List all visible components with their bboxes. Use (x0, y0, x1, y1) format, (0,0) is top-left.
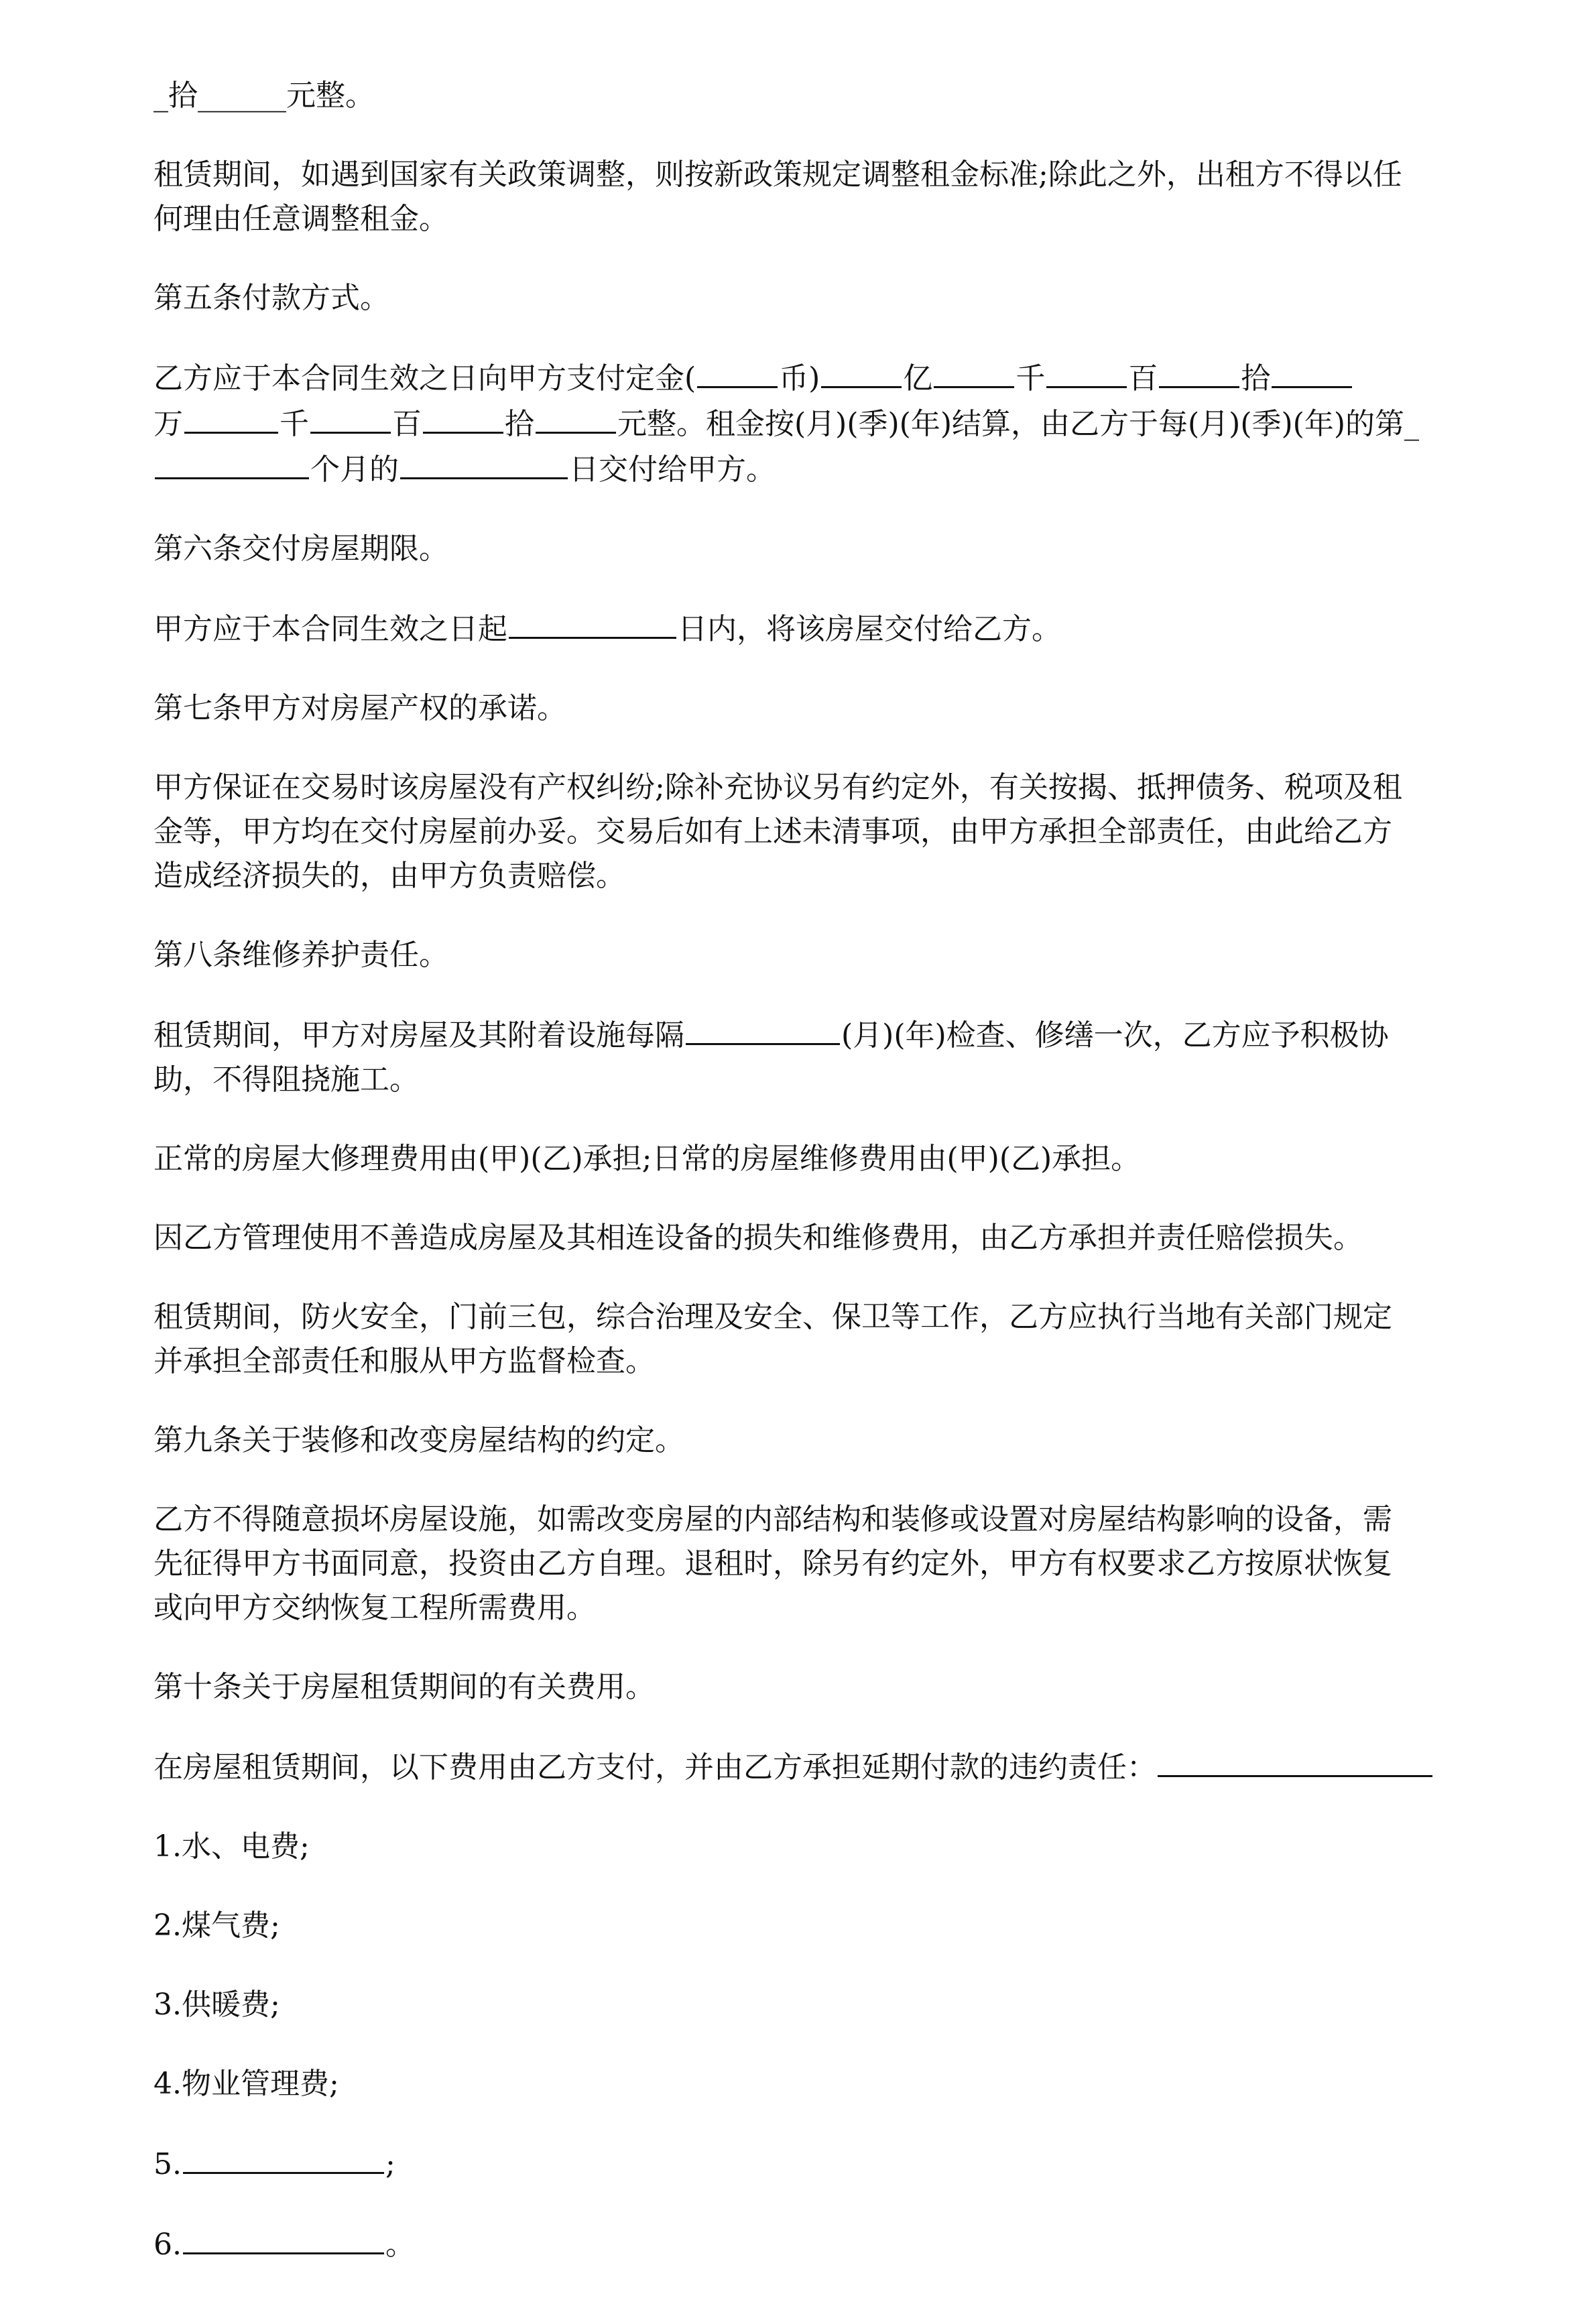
paragraph-payment-method (154, 355, 1521, 492)
text-line: 第八条维修养护责任。 (154, 938, 448, 972)
article-5-heading (154, 276, 1521, 320)
fill-blank[interactable] (1272, 355, 1352, 388)
text-segment: 百 (392, 407, 422, 441)
paragraph-fees-intro (154, 1744, 1521, 1790)
article-10-heading (154, 1665, 1521, 1709)
text-line: 第十条关于房屋租赁期间的有关费用。 (154, 1670, 655, 1704)
text-line: 第六条交付房屋期限。 (154, 532, 448, 566)
text-segment: 日交付给甲方。 (569, 452, 776, 487)
text-line: 租赁期间，如遇到国家有关政策调整，则按新政策规定调整租金标准;除此之外，出租方不得以任 (154, 158, 1402, 192)
text-segment: 乙方应于本合同生效之日向甲方支付定金( (154, 361, 696, 396)
fill-blank[interactable] (934, 355, 1014, 388)
text-line: 第七条甲方对房屋产权的承诺。 (154, 691, 566, 725)
fill-blank[interactable] (1158, 1744, 1432, 1777)
fill-blank[interactable] (310, 401, 391, 434)
paragraph-damage-liability (154, 1216, 1521, 1260)
fill-blank[interactable] (509, 606, 676, 639)
paragraph-delivery-period (154, 606, 1521, 652)
text-line: 租赁期间，防火安全，门前三包，综合治理及安全、保卫等工作，乙方应执行当地有关部门规定 (154, 1300, 1392, 1334)
paragraph-amount-tail (154, 74, 1521, 118)
fill-blank[interactable] (697, 355, 778, 388)
fill-blank[interactable] (536, 401, 616, 434)
text-segment: 。 (385, 2228, 415, 2262)
fill-blank[interactable] (400, 446, 568, 479)
text-segment: 租赁期间，甲方对房屋及其附着设施每隔 (154, 1018, 684, 1052)
text-segment: 在房屋租赁期间，以下费用由乙方支付，并由乙方承担延期付款的违约责任： (154, 1750, 1156, 1784)
text-segment: 甲方应于本合同生效之日起 (154, 612, 507, 646)
article-9-heading (154, 1418, 1521, 1463)
fill-blank[interactable] (183, 2222, 384, 2254)
paragraph-maintenance (154, 1012, 1521, 1102)
text-segment: 日内，将该房屋交付给乙方。 (678, 612, 1061, 646)
paragraph-rent-adjustment (154, 153, 1521, 241)
paragraph-safety (154, 1295, 1521, 1384)
text-segment: 千 (1016, 361, 1046, 396)
article-8-heading (154, 933, 1521, 977)
fill-blank[interactable] (686, 1012, 840, 1045)
text-line: 甲方保证在交易时该房屋没有产权纠纷;除补充协议另有约定外，有关按揭、抵押债务、税项及租 (154, 770, 1402, 804)
article-7-heading (154, 686, 1521, 731)
text-segment: 千 (280, 407, 309, 441)
text-segment: 5. (154, 2147, 182, 2181)
text-line (154, 1012, 1521, 1058)
text-line: 或向甲方交纳恢复工程所需费用。 (154, 1591, 596, 1625)
fill-blank[interactable] (1046, 355, 1127, 388)
text-line: 因乙方管理使用不善造成房屋及其相连设备的损失和维修费用，由乙方承担并责任赔偿损失。 (154, 1221, 1363, 1255)
text-line: 金等，甲方均在交付房屋前办妥。交易后如有上述未清事项，由甲方承担全部责任，由此给乙方 (154, 814, 1392, 849)
text-segment: ; (385, 2147, 395, 2181)
fill-blank[interactable] (183, 2141, 384, 2174)
list-item-fee-2 (154, 1904, 1521, 1948)
text-line (154, 446, 1521, 492)
text-line (154, 2222, 1521, 2267)
text-line (154, 1744, 1521, 1790)
text-line (154, 355, 1521, 401)
text-line: _拾______元整。 (154, 78, 375, 113)
fill-blank[interactable] (1159, 355, 1239, 388)
fill-blank[interactable] (155, 446, 309, 479)
article-6-heading (154, 527, 1521, 571)
text-segment: 亿 (903, 361, 933, 396)
text-line: 何理由任意调整租金。 (154, 202, 448, 236)
text-line: 助，不得阻挠施工。 (154, 1063, 419, 1097)
text-segment: 个月的 (310, 452, 399, 487)
text-line: 正常的房屋大修理费用由(甲)(乙)承担;日常的房屋维修费用由(甲)(乙)承担。 (154, 1142, 1141, 1176)
text-line: 4.物业管理费; (154, 2067, 339, 2101)
text-line: 并承担全部责任和服从甲方监督检查。 (154, 1344, 655, 1378)
fill-blank[interactable] (423, 401, 503, 434)
fill-blank[interactable] (821, 355, 902, 388)
document-page (154, 74, 1521, 2302)
text-line (154, 401, 1521, 446)
text-segment: (月)(年)检查、修缮一次，乙方应予积极协 (841, 1018, 1389, 1052)
text-line (154, 606, 1521, 652)
text-segment: 拾 (505, 407, 534, 441)
text-segment: 百 (1128, 361, 1158, 396)
text-segment: 元整。租金按(月)(季)(年)结算，由乙方于每(月)(季)(年)的第_ (617, 407, 1419, 441)
text-line (154, 2141, 1521, 2187)
text-line: 乙方不得随意损坏房屋设施，如需改变房屋的内部结构和装修或设置对房屋结构影响的设备，需 (154, 1502, 1392, 1536)
list-item-fee-6 (154, 2222, 1521, 2267)
list-item-fee-5 (154, 2141, 1521, 2187)
fill-blank[interactable] (184, 401, 278, 434)
paragraph-property-rights (154, 766, 1521, 898)
paragraph-renovation (154, 1498, 1521, 1630)
list-item-fee-4 (154, 2062, 1521, 2106)
text-line: 2.煤气费; (154, 1909, 280, 1943)
paragraph-repair-costs (154, 1137, 1521, 1181)
text-line: 造成经济损失的，由甲方负责赔偿。 (154, 859, 625, 893)
list-item-fee-3 (154, 1983, 1521, 2027)
list-item-fee-1 (154, 1825, 1521, 1869)
text-segment: 币) (779, 361, 820, 396)
text-segment: 拾 (1241, 361, 1271, 396)
text-line: 3.供暖费; (154, 1988, 280, 2022)
text-line: 先征得甲方书面同意，投资由乙方自理。退租时，除另有约定外，甲方有权要求乙方按原状恢复 (154, 1547, 1392, 1581)
text-segment: 万 (154, 407, 183, 441)
text-line: 1.水、电费; (154, 1829, 310, 1864)
text-line: 第五条付款方式。 (154, 281, 389, 315)
text-line: 第九条关于装修和改变房屋结构的约定。 (154, 1423, 684, 1457)
text-segment: 6. (154, 2228, 182, 2262)
